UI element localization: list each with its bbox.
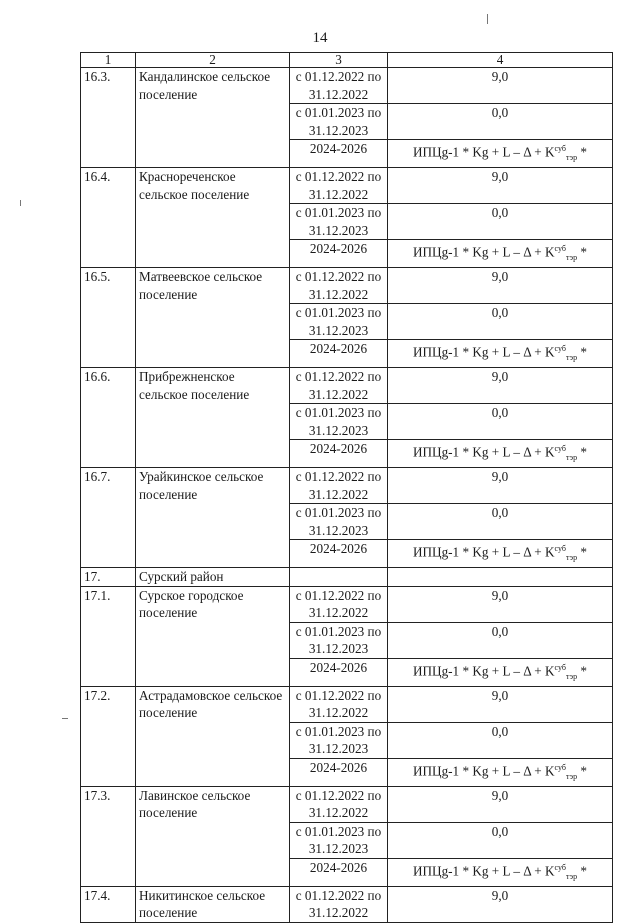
formula-cell [388,540,613,568]
formula-main: ИПЦg-1 * Kg + L – Δ + K [413,544,555,560]
table-row [81,786,613,822]
value-cell: 9,0 [388,786,613,822]
period-cell: с 01.01.2023 по 31.12.2023 [290,404,388,440]
table-body [81,53,613,923]
header-cell-1: 1 [81,53,136,68]
row-number: 16.4. [81,168,136,268]
header-cell-3: 3 [290,53,388,68]
period-cell: с 01.12.2022 по 31.12.2022 [290,468,388,504]
formula-subscript: тэр [565,353,578,363]
header-row [81,53,613,68]
header-cell-4: 4 [388,53,613,68]
formula-superscript: суб [554,662,566,672]
period-cell: с 01.01.2023 по 31.12.2023 [290,504,388,540]
value-cell: 9,0 [388,468,613,504]
row-name: Прибрежненское сельское поселение [136,368,290,468]
table-row [81,268,613,304]
period-cell: с 01.01.2023 по 31.12.2023 [290,304,388,340]
formula-superscript: суб [554,862,566,872]
formula-main: ИПЦg-1 * Kg + L – Δ + K [413,244,555,260]
formula-superscript: суб [554,544,566,554]
formula-subscript: тэр [565,772,578,781]
row-name: Сурский район [136,568,290,587]
period-cell: с 01.12.2022 по 31.12.2022 [290,268,388,304]
formula-subscript: тэр [565,153,578,163]
row-name: Урайкинское сельское поселение [136,468,290,568]
formula-superscript: суб [554,344,566,354]
value-cell: 9,0 [388,268,613,304]
formula-tail: * [577,244,587,260]
formula-cell [388,440,613,468]
header-cell-2: 2 [136,53,290,68]
value-cell: 9,0 [388,68,613,104]
row-name: Астрадамовское сельское поселение [136,686,290,786]
formula-superscript: суб [554,444,566,454]
table-row [81,468,613,504]
row-number: 16.3. [81,68,136,168]
period-cell: 2024-2026 [290,540,388,568]
formula-subscript: тэр [565,553,578,563]
row-name: Кандалинское сельское поселение [136,68,290,168]
formula-subscript: тэр [565,872,578,881]
value-cell: 0,0 [388,104,613,140]
value-cell: 0,0 [388,722,613,758]
period-cell: с 01.01.2023 по 31.12.2023 [290,204,388,240]
formula-tail: * [577,344,587,360]
value-cell: 0,0 [388,204,613,240]
period-cell: 2024-2026 [290,440,388,468]
period-cell: 2024-2026 [290,140,388,168]
row-number: 16.7. [81,468,136,568]
value-cell: 0,0 [388,622,613,658]
formula-main: ИПЦg-1 * Kg + L – Δ + K [413,763,555,779]
period-cell: с 01.12.2022 по 31.12.2022 [290,786,388,822]
table-row [81,368,613,404]
formula-tail: * [577,144,587,160]
scan-mark [487,14,488,24]
row-number: 17. [81,568,136,587]
period-cell: с 01.01.2023 по 31.12.2023 [290,104,388,140]
value-cell: 9,0 [388,368,613,404]
period-cell: с 01.12.2022 по 31.12.2022 [290,886,388,922]
value-cell: 9,0 [388,686,613,722]
formula-cell [388,340,613,368]
table-row [81,686,613,722]
formula-main: ИПЦg-1 * Kg + L – Δ + K [413,863,555,879]
table-row [81,68,613,104]
formula-subscript: тэр [565,453,578,463]
empty-cell [290,568,388,587]
formula-tail: * [577,544,587,560]
table-row [81,586,613,622]
formula-tail: * [577,863,587,879]
formula-tail: * [577,444,587,460]
row-name: Матвеевское сельское поселение [136,268,290,368]
formula-main: ИПЦg-1 * Kg + L – Δ + K [413,444,555,460]
value-cell: 0,0 [388,404,613,440]
value-cell: 0,0 [388,504,613,540]
period-cell: 2024-2026 [290,858,388,886]
period-cell: 2024-2026 [290,340,388,368]
table-row [81,168,613,204]
formula-main: ИПЦg-1 * Kg + L – Δ + K [413,663,555,679]
scan-mark [20,200,21,206]
row-number: 16.6. [81,368,136,468]
period-cell: с 01.12.2022 по 31.12.2022 [290,68,388,104]
period-cell: с 01.12.2022 по 31.12.2022 [290,686,388,722]
period-cell: с 01.12.2022 по 31.12.2022 [290,168,388,204]
formula-cell [388,858,613,886]
period-cell: с 01.01.2023 по 31.12.2023 [290,622,388,658]
row-name: Краснореченское сельское поселение [136,168,290,268]
formula-cell [388,758,613,786]
row-name: Лавинское сельское поселение [136,786,290,886]
value-cell: 9,0 [388,586,613,622]
value-cell: 0,0 [388,822,613,858]
empty-cell [388,568,613,587]
formula-cell [388,658,613,686]
formula-tail: * [577,763,587,779]
value-cell: 9,0 [388,168,613,204]
period-cell: 2024-2026 [290,240,388,268]
row-number: 17.2. [81,686,136,786]
page-number: 14 [312,30,328,46]
table-row [81,886,613,922]
formula-main: ИПЦg-1 * Kg + L – Δ + K [413,344,555,360]
period-cell: 2024-2026 [290,658,388,686]
period-cell: 2024-2026 [290,758,388,786]
period-cell: с 01.01.2023 по 31.12.2023 [290,722,388,758]
row-number: 17.3. [81,786,136,886]
formula-cell [388,240,613,268]
value-cell: 9,0 [388,886,613,922]
formula-subscript: тэр [565,672,578,681]
formula-cell [388,140,613,168]
period-cell: с 01.01.2023 по 31.12.2023 [290,822,388,858]
row-number: 17.1. [81,586,136,686]
formula-superscript: суб [554,762,566,772]
formula-superscript: суб [554,244,566,254]
period-cell: с 01.12.2022 по 31.12.2022 [290,368,388,404]
row-number: 17.4. [81,886,136,922]
formula-subscript: тэр [565,253,578,263]
scan-mark [62,718,68,719]
value-cell: 0,0 [388,304,613,340]
formula-tail: * [577,663,587,679]
period-cell: с 01.12.2022 по 31.12.2022 [290,586,388,622]
row-name: Никитинское сельское поселение [136,886,290,922]
section-row [81,568,613,587]
row-number: 16.5. [81,268,136,368]
formula-main: ИПЦg-1 * Kg + L – Δ + K [413,144,555,160]
tariff-table [80,52,613,923]
row-name: Сурское городское поселение [136,586,290,686]
formula-superscript: суб [554,144,566,154]
